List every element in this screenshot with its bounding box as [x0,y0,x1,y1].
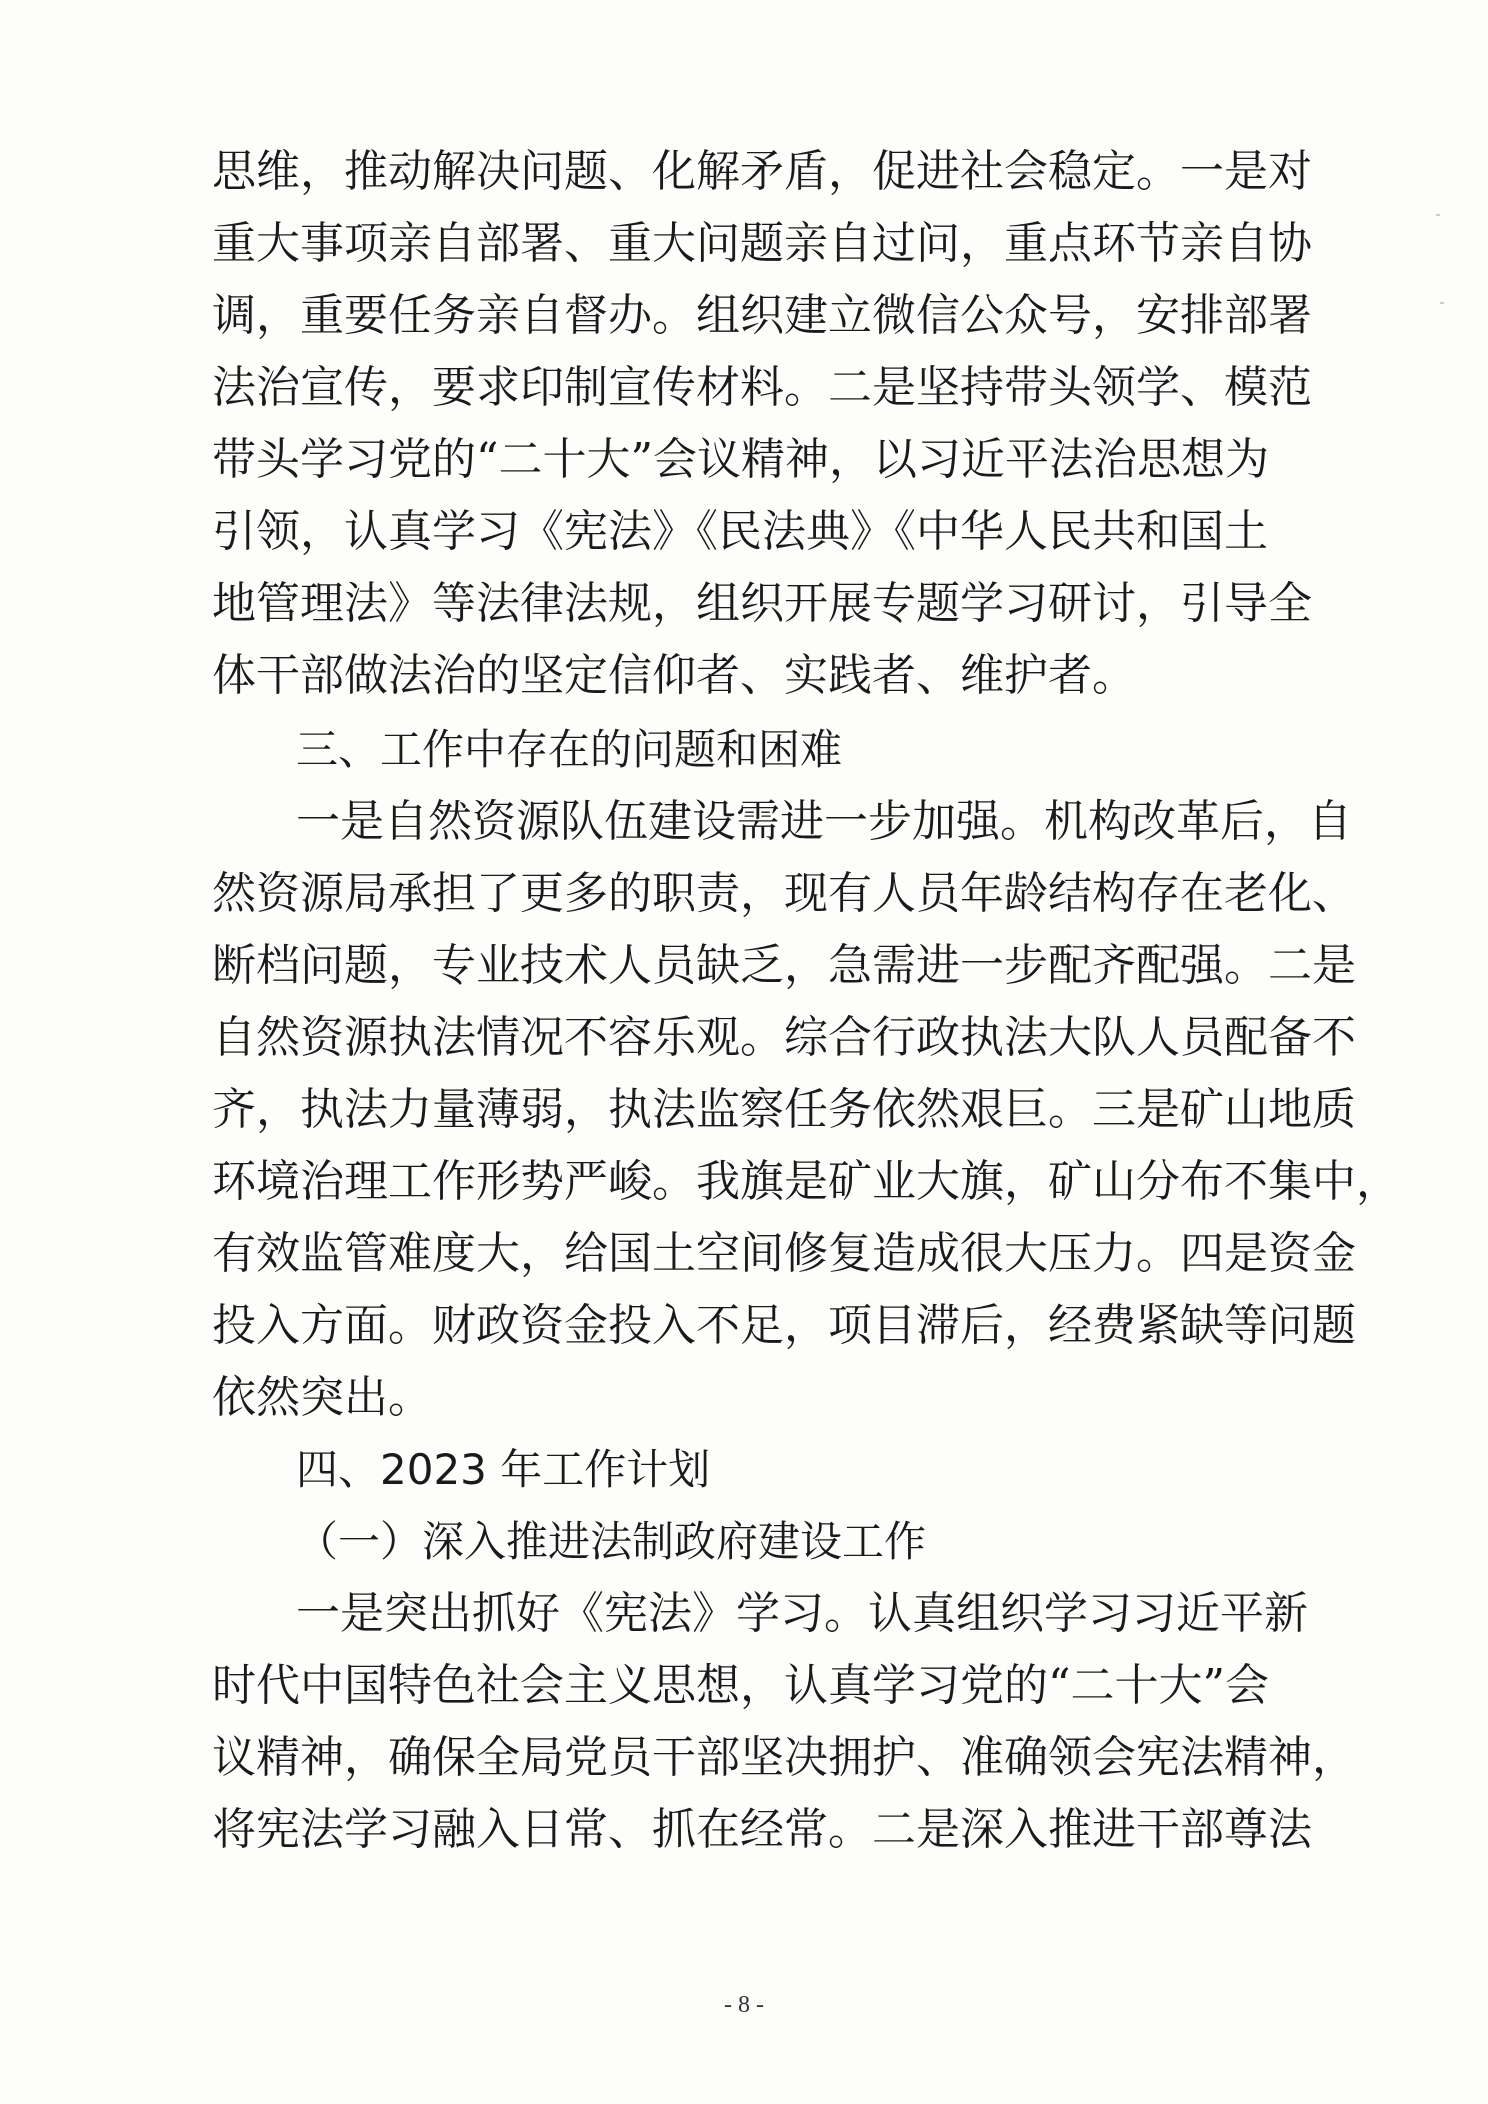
section-heading: 三、工作中存在的问题和困难 [296,725,843,774]
paragraph-line: 齐，执法力量薄弱，执法监察任务依然艰巨。三是矿山地质 [212,1084,1356,1135]
paragraph-line: 环境治理工作形势严峻。我旗是矿业大旗，矿山分布不集中， [212,1156,1400,1207]
paragraph-line: 将宪法学习融入日常、抓在经常。二是深入推进干部尊法 [212,1804,1312,1855]
scan-speck [1440,302,1444,304]
paragraph-line: 一是突出抓好《宪法》学习。认真组织学习习近平新 [296,1588,1308,1639]
scan-speck [1436,214,1440,216]
section-heading: 四、2023 年工作计划 [296,1445,711,1494]
paragraph-line: 自然资源执法情况不容乐观。综合行政执法大队人员配备不 [212,1012,1356,1063]
paragraph-line: 时代中国特色社会主义思想，认真学习党的“二十大”会 [212,1660,1269,1711]
subsection-heading: （一）深入推进法制政府建设工作 [296,1517,927,1566]
paragraph-line: 思维，推动解决问题、化解矛盾，促进社会稳定。一是对 [212,146,1312,197]
paragraph-line: 然资源局承担了更多的职责，现有人员年龄结构存在老化、 [212,868,1356,919]
paragraph-line: 法治宣传，要求印制宣传材料。二是坚持带头领学、模范 [212,362,1312,413]
paragraph-line: 调，重要任务亲自督办。组织建立微信公众号，安排部署 [212,290,1312,341]
paragraph-line: 引领，认真学习《宪法》《民法典》《中华人民共和国土 [212,506,1268,557]
paragraph-line: 体干部做法治的坚定信仰者、实践者、维护者。 [212,650,1136,701]
paragraph-line: 依然突出。 [212,1372,432,1423]
paragraph-line: 断档问题，专业技术人员缺乏，急需进一步配齐配强。二是 [212,940,1356,991]
paragraph-line: 投入方面。财政资金投入不足，项目滞后，经费紧缺等问题 [212,1300,1356,1351]
page-number: - 8 - [724,1992,764,2018]
paragraph-line: 一是自然资源队伍建设需进一步加强。机构改革后，自 [296,796,1352,847]
paragraph-line: 有效监管难度大，给国土空间修复造成很大压力。四是资金 [212,1228,1356,1279]
paragraph-line: 带头学习党的“二十大”会议精神，以习近平法治思想为 [212,434,1269,485]
paragraph-line: 议精神，确保全局党员干部坚决拥护、准确领会宪法精神， [212,1732,1356,1783]
paragraph-line: 地管理法》等法律法规，组织开展专题学习研讨，引导全 [212,578,1312,629]
paragraph-line: 重大事项亲自部署、重大问题亲自过问，重点环节亲自协 [212,218,1312,269]
